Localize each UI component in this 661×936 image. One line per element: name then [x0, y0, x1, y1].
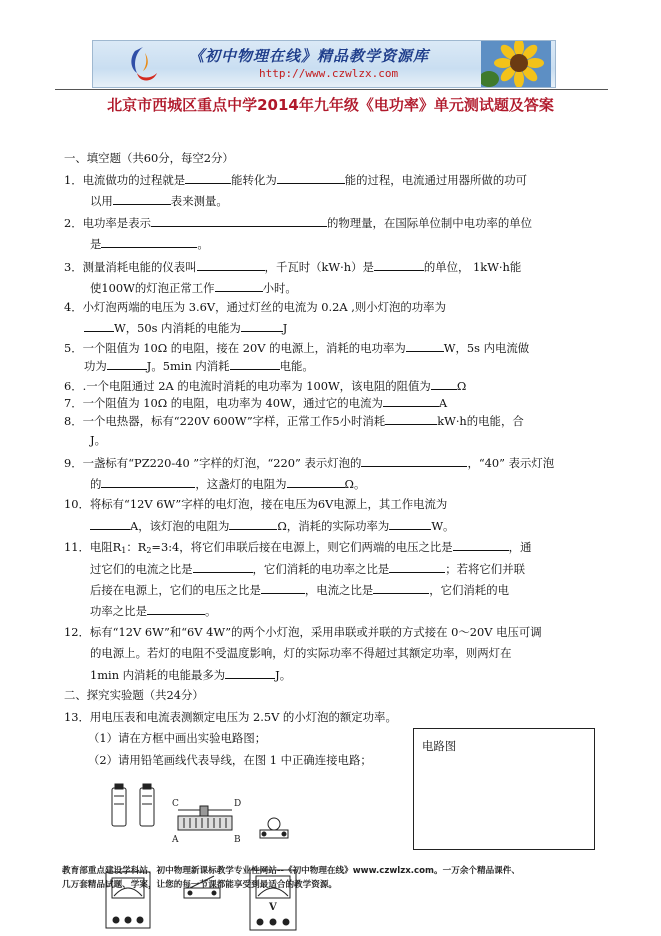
sunflower-icon — [481, 41, 551, 87]
lamp-icon — [260, 818, 288, 838]
rheostat-label-d: D — [234, 799, 242, 809]
section-heading-experiment: 二、探究实验题（共24分） — [64, 688, 204, 702]
question-11-cont-2: 后接在电源上，它们的电压之比是 ，电流之比是 ，它们消耗的电 — [90, 583, 509, 597]
circuit-diagram-box[interactable] — [413, 728, 595, 850]
question-8-cont: J。 — [90, 433, 106, 447]
question-2-cont: 是 。 — [90, 237, 209, 251]
question-13-part-2: （2）请用铅笔画线代表导线，在图 1 中正确连接电路； — [88, 753, 372, 767]
question-1-cont: 以用 表来测量。 — [90, 194, 228, 208]
question-5: 5．一个阻值为 10Ω 的电阻，接在 20V 的电源上，消耗的电功率为 W，5s 内电流做 — [64, 341, 530, 355]
site-logo-icon — [123, 43, 163, 85]
question-9: 9．一盏标有“PZ220-40 ”字样的灯泡，“220” 表示灯泡的 ，“40” 表示灯泡 — [64, 456, 555, 470]
question-6: 6．.一个电阻通过 2A 的电流时消耗的电功率为 100W，该电阻的阻值为 Ω — [64, 379, 467, 393]
question-4-cont: W，50s 内消耗的电能为 J — [84, 320, 287, 335]
question-3-cont: 使100W的灯泡正常工作 小时。 — [90, 281, 297, 295]
question-11: 11．电阻$R_1$：$R_2=3:4$，将它们串联后接在电源上，则它们两端的电压之比是 ，通 — [64, 540, 532, 555]
question-12: 12．标有“12V 6W”和“6V 4W”的两个小灯泡，采用串联或并联的方式接在 0～20V 电压可调 — [64, 625, 542, 639]
question-11-cont-3: 功率之比是 。 — [90, 604, 217, 618]
document-title: 北京市西城区重点中学2014年九年级《电功率》单元测试题及答案 — [107, 96, 554, 114]
question-9-cont: 的 ，这盏灯的电阻为 Ω。 — [90, 477, 366, 491]
circuit-diagram-label: 电路图 — [422, 739, 457, 753]
question-11-cont-1: 过它们的电流之比是 ，它们消耗的电功率之比是 ；若将它们并联 — [90, 562, 525, 576]
battery-icon — [112, 784, 154, 826]
question-12-cont-2: 1min 内消耗的电能最多为 J。 — [90, 668, 292, 682]
footer-line-2: 几万套精品试题、学案，让您的每一节课都能享受到最适合的教学资源。 — [62, 880, 338, 890]
question-5-cont: 功为 J。5min 内消耗 电能。 — [84, 359, 314, 373]
question-7: 7．一个阻值为 10Ω 的电阻，电功率为 40W，通过它的电流为 A — [64, 396, 448, 410]
question-4: 4．小灯泡两端的电压为 3.6V，通过灯丝的电流为 0.2A ,则小灯泡的功率为 — [64, 300, 446, 314]
question-3: 3．测量消耗电能的仪表叫 ，千瓦时（kW·h）是 的单位， 1kW·h能 — [64, 260, 522, 274]
section-heading-fill-in: 一、填空题（共60分，每空2分） — [64, 151, 234, 165]
question-13-part-1: （1）请在方框中画出实验电路图； — [88, 731, 267, 745]
rheostat-label-c: C — [172, 799, 179, 809]
footer-line-1: 教育部重点建设学科站、初中物理新课标教学专业性网站--《初中物理在线》www.czwlzx.com。一万余个精品课件、 — [62, 866, 520, 876]
question-13: 13．用电压表和电流表测额定电压为 2.5V 的小灯泡的额定功率。 — [64, 710, 397, 724]
question-2: 2．电功率是表示 的物理量，在国际单位制中电功率的单位 — [64, 216, 533, 230]
question-8: 8．一个电热器，标有“220V 600W”字样，正常工作5小时消耗 kW·h的电能，合 — [64, 414, 524, 428]
apparatus-figure — [104, 780, 424, 936]
banner-title: 《初中物理在线》精品教学资源库 — [189, 47, 430, 65]
question-10: 10．将标有“12V 6W”字样的电灯泡，接在电压为6V电源上，其工作电流为 — [64, 497, 448, 511]
rheostat-label-a: A — [172, 835, 179, 845]
question-1: 1．电流做功的过程就是 能转化为 能的过程，电流通过用器所做的功可 — [64, 173, 527, 187]
header-banner — [92, 40, 556, 88]
question-10-cont: A，该灯泡的电阻为 Ω，消耗的实际功率为 W。 — [90, 518, 454, 533]
banner-url[interactable]: http://www.czwlzx.com — [259, 67, 399, 80]
header-divider — [55, 89, 608, 90]
voltmeter-label: V — [269, 902, 277, 913]
question-12-cont-1: 的电源上。若灯的电阻不受温度影响，灯的实际功率不得超过其额定功率，则两灯在 — [90, 646, 512, 660]
rheostat-icon — [178, 806, 232, 830]
rheostat-label-b: B — [234, 835, 241, 845]
